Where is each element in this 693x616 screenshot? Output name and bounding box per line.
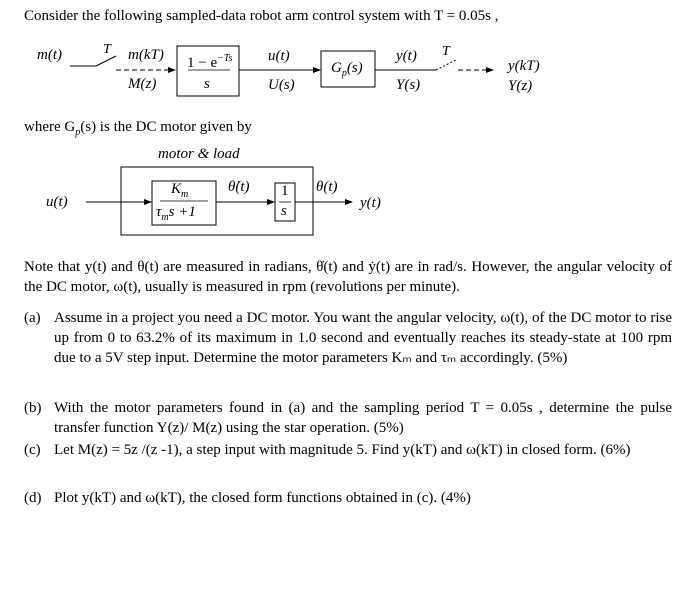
sampled-signal: m(kT) bbox=[128, 47, 164, 63]
sampler2-T: T bbox=[442, 44, 450, 59]
signal-u-t: u(t) bbox=[268, 48, 290, 64]
input-u-t: u(t) bbox=[46, 194, 68, 210]
question-a-label: (a) bbox=[24, 310, 41, 326]
output-y-t: y(t) bbox=[396, 48, 417, 64]
input-m-t: m(t) bbox=[37, 47, 62, 63]
note-paragraph: Note that y(t) and θ(t) are measured in radians, θ̇(t) and ẏ(t) are in rad/s. However, the angular velocity of the DC motor, ω(t), usually is measured in rpm (revolutions per minute). bbox=[24, 259, 672, 295]
question-c-label: (c) bbox=[24, 442, 41, 458]
question-b-text: With the motor parameters found in (a) and the sampling period T = 0.05s , determine the pulse transfer function Y(z)/ M(z) using the star operation. (5%) bbox=[54, 400, 672, 436]
theta-dot-label: θ̇(t) bbox=[228, 179, 250, 195]
time-constant-den: $\tau_ms +1$ bbox=[156, 204, 196, 223]
integrator-den: s bbox=[281, 203, 287, 219]
where-text: where $G_p(s)$ is the DC motor given by bbox=[24, 119, 252, 138]
question-d-text: Plot y(kT) and ω(kT), the closed form functions obtained in (c). (4%) bbox=[54, 490, 471, 506]
sampled-z: M(z) bbox=[128, 76, 157, 92]
output-Y-s: Y(s) bbox=[396, 77, 421, 93]
signal-U-s: U(s) bbox=[268, 77, 295, 93]
gain-K: $K_m$ bbox=[171, 181, 189, 200]
motor-load-label: motor & load bbox=[158, 146, 240, 162]
plant-label: $G_p(s)$ bbox=[331, 60, 363, 79]
question-b-label: (b) bbox=[24, 400, 42, 416]
question-c-text: Let M(z) = 5z /(z -1), a step input with magnitude 5. Find y(kT) and ω(kT) in closed form. (6%) bbox=[54, 442, 631, 458]
output-y-t-2: y(t) bbox=[360, 195, 381, 211]
output-y-kT: y(kT) bbox=[508, 58, 540, 74]
theta-label: θ(t) bbox=[316, 179, 338, 195]
integrator-num: 1 bbox=[281, 183, 289, 199]
output-Y-z: Y(z) bbox=[508, 78, 533, 94]
intro-text: Consider the following sampled-data robot arm control system with T = 0.05s , bbox=[24, 8, 499, 24]
sampler-T: T bbox=[103, 42, 111, 57]
zoh-denominator: s bbox=[204, 76, 210, 92]
zoh-numerator: $1 - e^{-Ts}$ bbox=[187, 53, 233, 71]
question-a-text: Assume in a project you need a DC motor. You want the angular velocity, ω(t), of the DC motor to rise up from 0 to 63.2% of its maximum in 1.0 second and eventually reaches its steady-state at 100 rpm due to a 5V step input. Determine the motor parameters Kₘ and τₘ accordingly. (5%) bbox=[54, 310, 672, 366]
question-d-label: (d) bbox=[24, 490, 42, 506]
